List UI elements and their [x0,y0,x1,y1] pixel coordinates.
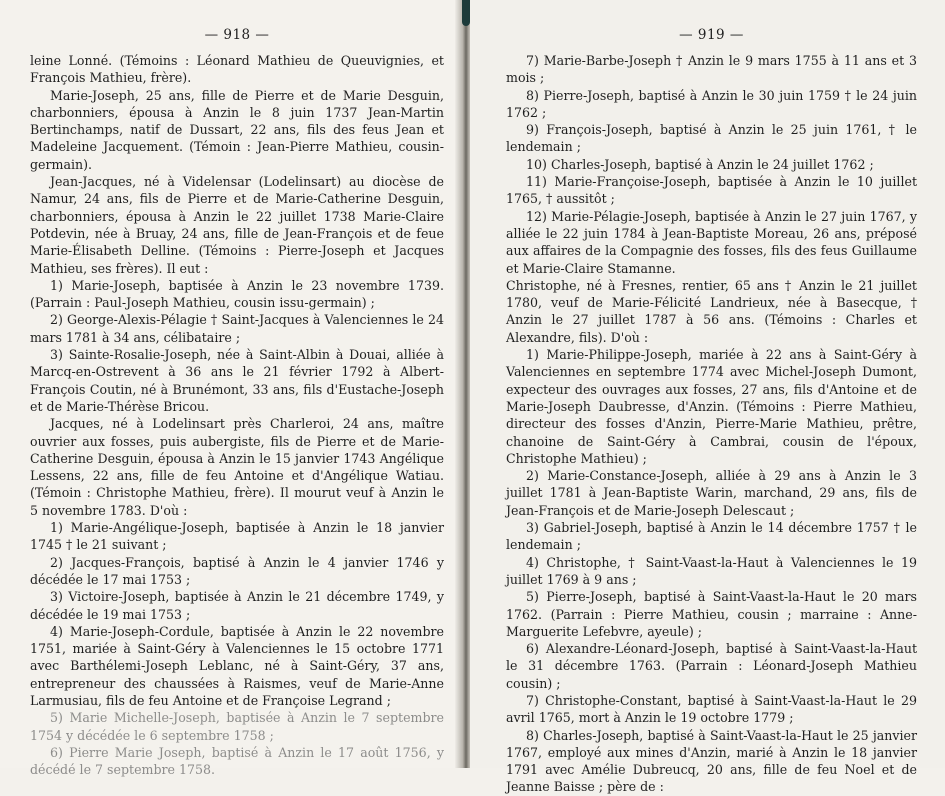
list-item: 12) Marie-Pélagie-Joseph, baptisée à Anzin le 27 juin 1767, y alliée le 22 juin 1784 à Jean-Baptiste Moreau, 26 ans, préposé aux affaires de la Compagnie des fosses, fils des feus Guillaume et Marie-Claire Stamanne. [506,208,917,276]
paragraph: Jacques, né à Lodelinsart près Charleroi, 24 ans, maître ouvrier aux fosses, puis aubergiste, fils de Pierre et de Marie-Catherine Desguin, épousa à Anzin le 15 janvier 1743 Angélique Lessens, 22 ans, fille de feu Antoine et d'Angélique Watiau. (Témoin : Christophe Mathieu, frère). Il mourut veuf à Anzin le 5 novembre 1783. D'où : [30,416,444,518]
list-item: 1) Marie-Angélique-Joseph, baptisée à Anzin le 18 janvier 1745 † le 21 suivant ; [30,520,444,553]
page-number-919: — 919 — [679,27,744,43]
list-item: 8) Pierre-Joseph, baptisé à Anzin le 30 juin 1759 † le 24 juin 1762 ; [506,87,917,120]
paragraph: Christophe, né à Fresnes, rentier, 65 ans † Anzin le 21 juillet 1780, veuf de Marie-Félicité Landrieux, née à Basecque, † Anzin le 27 juillet 1787 à 56 ans. (Témoins : Charles et Alexandre, fils). D'où : [506,277,917,345]
paragraph: Marie-Joseph, 25 ans, fille de Pierre et de Marie Desguin, charbonniers, épousa à Anzin le 8 juin 1737 Jean-Martin Bertinchamps, natif de Dussart, 22 ans, fils des feus Jean et Madeleine Jacquement. (Témoin : Jean-Pierre Mathieu, cousin-germain). [30,87,444,172]
list-item: 11) Marie-Françoise-Joseph, baptisée à Anzin le 10 juillet 1765, † aussitôt ; [506,174,917,207]
list-item: 7) Christophe-Constant, baptisé à Saint-Vaast-la-Haut le 29 avril 1765, mort à Anzin le 19 octobre 1779 ; [506,692,917,726]
left-page [0,0,462,778]
list-item: 3) Victoire-Joseph, baptisée à Anzin le 21 décembre 1749, y décédée le 19 mai 1753 ; [30,589,444,622]
right-page-text [506,52,917,796]
binding-stain [462,0,470,26]
list-item: 8) Charles-Joseph, baptisé à Saint-Vaast-la-Haut le 25 janvier 1767, employé aux mines d'Anzin, marié à Anzin le 18 janvier 1791 avec Amélie Dubreucq, 20 ans, fille de feu Noel et de Jeanne Baisse ; père de : [506,727,917,795]
list-item: 5) Pierre-Joseph, baptisé à Saint-Vaast-la-Haut le 20 mars 1762. (Parrain : Pierre Mathieu, cousin ; marraine : Anne-Marguerite Lefebvre, ayeule) ; [506,589,917,639]
list-item: 1) Marie-Joseph, baptisée à Anzin le 23 novembre 1739. (Parrain : Paul-Joseph Mathieu, cousin issu-germain) ; [30,277,444,311]
list-item: 7) Marie-Barbe-Joseph † Anzin le 9 mars 1755 à 11 ans et 3 mois ; [506,53,917,86]
right-page [470,0,945,795]
list-item: 2) Marie-Constance-Joseph, alliée à 29 ans à Anzin le 3 juillet 1781 à Jean-Baptiste Warin, marchand, 29 ans, fils de Jean-François et de Marie-Joseph Delescaut ; [506,468,917,518]
list-item: 2) Jacques-François, baptisé à Anzin le 4 janvier 1746 y décédée le 17 mai 1753 ; [30,554,444,587]
list-item: 6) Pierre Marie Joseph, baptisé à Anzin le 17 août 1756, y décédé le 7 septembre 1758. [30,744,444,778]
list-item: 4) Marie-Joseph-Cordule, baptisée à Anzin le 22 novembre 1751, mariée à Saint-Géry à Valenciennes le 15 octobre 1771 avec Barthélemi-Joseph Leblanc, né à Saint-Géry, 37 ans, entrepreneur des chaussées à Raismes, veuf de Marie-Anne Larmusiau, fils de feu Antoine et de Françoise Legrand ; [30,623,444,708]
paragraph: leine Lonné. (Témoins : Léonard Mathieu de Queuvignies, et François Mathieu, frère). [30,53,444,86]
page-number-918: — 918 — [204,27,270,43]
list-item: 3) Gabriel-Joseph, baptisé à Anzin le 14 décembre 1757 † le lendemain ; [506,520,917,553]
list-item: 4) Christophe, † Saint-Vaast-la-Haut à Valenciennes le 19 juillet 1769 à 9 ans ; [506,554,917,587]
list-item: 3) Sainte-Rosalie-Joseph, née à Saint-Albin à Douai, alliée à Marcq-en-Ostrevent à 36 ans le 21 février 1792 à Albert-François Coutin, né à Brunémont, 33 ans, fils d'Eustache-Joseph et de Marie-Thérèse Bricou. [30,347,444,414]
list-item: 6) Alexandre-Léonard-Joseph, baptisé à Saint-Vaast-la-Haut le 31 décembre 1763. (Parrain : Léonard-Joseph Mathieu cousin) ; [506,641,917,691]
list-item: 1) Marie-Philippe-Joseph, mariée à 22 ans à Saint-Géry à Valenciennes en septembre 1774 avec Michel-Joseph Dumont, expecteur des ouvrages aux fosses, 27 ans, fils d'Antoine et de Marie-Joseph Daubresse, d'Anzin. (Témoins : Pierre Mathieu, directeur des fosses d'Anzin, Pierre-Marie Mathieu, prêtre, chanoine de Saint-Géry à Cambrai, cousin de l'époux, Christophe Mathieu) ; [506,347,917,466]
paragraph: Jean-Jacques, né à Videlensar (Lodelinsart) au diocèse de Namur, 24 ans, fils de Pierre et de Marie-Catherine Desguin, charbonniers, épousa à Anzin le 22 juillet 1738 Marie-Claire Potdevin, née à Bruay, 24 ans, fille de Jean-François et de feue Marie-Élisabeth Delline. (Témoins : Pierre-Joseph et Jacques Mathieu, ses frères). Il eut : [30,174,444,276]
list-item: 2) George-Alexis-Pélagie † Saint-Jacques à Valenciennes le 24 mars 1781 à 34 ans, célibataire ; [30,312,444,345]
left-page-text [30,52,444,778]
list-item: 9) François-Joseph, baptisé à Anzin le 25 juin 1761, † le lendemain ; [506,122,917,155]
list-item: 5) Marie Michelle-Joseph, baptisée à Anzin le 7 septembre 1754 y décédée le 6 septembre 1758 ; [30,710,444,743]
list-item: 10) Charles-Joseph, baptisé à Anzin le 24 juillet 1762 ; [526,156,874,172]
